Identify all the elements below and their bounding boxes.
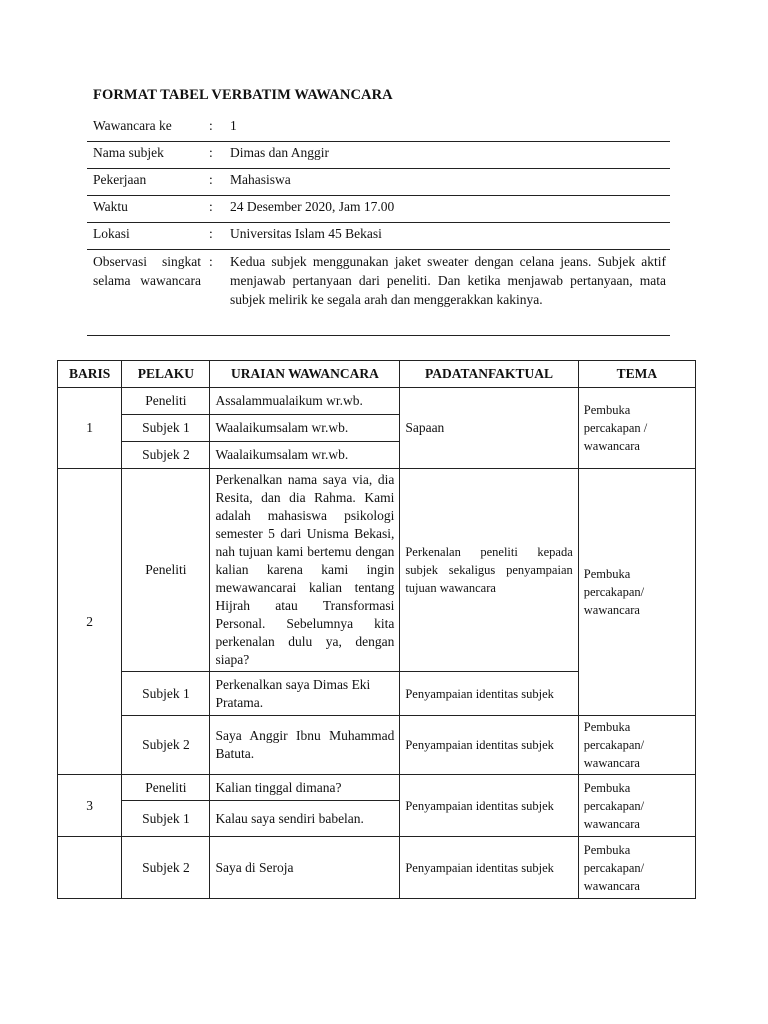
table-row	[58, 388, 696, 415]
cell-pelaku: Subjek 1	[122, 801, 210, 837]
cell-padatan: Sapaan	[400, 388, 578, 469]
header-padatan: PADATANFAKTUAL	[400, 361, 578, 388]
cell-pelaku: Subjek 2	[122, 837, 210, 899]
cell-pelaku: Peneliti	[122, 388, 210, 415]
cell-uraian: Saya Anggir Ibnu Muhammad Batuta.	[210, 716, 400, 775]
cell-uraian: Saya di Seroja	[210, 837, 400, 899]
info-value: Dimas dan Anggir	[230, 145, 329, 160]
cell-padatan: Perkenalan peneliti kepada subjek sekaligus penyampaian tujuan wawancara	[400, 469, 578, 672]
cell-pelaku: Peneliti	[122, 469, 210, 672]
cell-tema: Pembuka percakapan/ wawancara	[578, 716, 695, 775]
info-value: 24 Desember 2020, Jam 17.00	[230, 199, 395, 214]
header-pelaku: PELAKU	[122, 361, 210, 388]
cell-uraian: Perkenalkan saya Dimas Eki Pratama.	[210, 672, 400, 716]
info-label: Nama subjek	[93, 145, 164, 160]
info-colon: :	[209, 172, 213, 187]
info-value: Mahasiswa	[230, 172, 291, 187]
cell-pelaku: Subjek 1	[122, 672, 210, 716]
info-row-subject-name	[87, 142, 670, 169]
cell-padatan: Penyampaian identitas subjek	[400, 672, 578, 716]
cell-pelaku: Subjek 2	[122, 442, 210, 469]
info-label: Wawancara ke	[93, 118, 172, 133]
cell-tema: Pembuka percakapan / wawancara	[578, 388, 695, 469]
cell-pelaku: Peneliti	[122, 775, 210, 801]
info-colon: :	[209, 199, 213, 214]
info-value: 1	[230, 118, 237, 133]
info-colon: :	[209, 226, 213, 241]
info-label: Lokasi	[93, 226, 130, 241]
cell-padatan: Penyampaian identitas subjek	[400, 716, 578, 775]
info-colon: :	[209, 254, 213, 269]
table-header-row	[58, 361, 696, 388]
cell-uraian: Kalau saya sendiri babelan.	[210, 801, 400, 837]
cell-baris: 2	[58, 469, 122, 775]
header-tema: TEMA	[578, 361, 695, 388]
info-label: Observasi singkat selama wawancara	[93, 254, 201, 288]
cell-tema: Pembuka percakapan/ wawancara	[578, 775, 695, 837]
table-row	[58, 716, 696, 775]
cell-baris: 1	[58, 388, 122, 469]
info-row-location	[87, 223, 670, 250]
cell-uraian: Waalaikumsalam wr.wb.	[210, 415, 400, 442]
table-row	[58, 775, 696, 801]
info-colon: :	[209, 118, 213, 133]
cell-padatan: Penyampaian identitas subjek	[400, 837, 578, 899]
cell-baris-empty	[58, 837, 122, 899]
cell-uraian: Waalaikumsalam wr.wb.	[210, 442, 400, 469]
table-row	[58, 837, 696, 899]
cell-uraian: Assalammualaikum wr.wb.	[210, 388, 400, 415]
verbatim-table	[57, 360, 696, 899]
cell-tema: Pembuka percakapan/ wawancara	[578, 469, 695, 716]
table-row	[58, 469, 696, 672]
info-colon: :	[209, 145, 213, 160]
info-row-observation	[87, 250, 670, 336]
cell-tema: Pembuka percakapan/ wawancara	[578, 837, 695, 899]
cell-pelaku: Subjek 1	[122, 415, 210, 442]
cell-baris: 3	[58, 775, 122, 837]
info-label: Pekerjaan	[93, 172, 147, 187]
document-title: FORMAT TABEL VERBATIM WAWANCARA	[93, 87, 393, 103]
header-baris: BARIS	[58, 361, 122, 388]
info-label: Waktu	[93, 199, 128, 214]
info-value: Kedua subjek menggunakan jaket sweater dengan celana jeans. Subjek aktif menjawab pertanyaan dari peneliti. Dan ketika menjawab pertanyaan, mata subjek melirik ke segala arah dan menggerakkan kakinya.	[230, 254, 666, 307]
cell-uraian: Kalian tinggal dimana?	[210, 775, 400, 801]
info-row-occupation	[87, 169, 670, 196]
info-value: Universitas Islam 45 Bekasi	[230, 226, 382, 241]
header-uraian: URAIAN WAWANCARA	[210, 361, 400, 388]
cell-padatan: Penyampaian identitas subjek	[400, 775, 578, 837]
info-row-time	[87, 196, 670, 223]
cell-pelaku: Subjek 2	[122, 716, 210, 775]
interview-info	[87, 113, 670, 336]
cell-uraian: Perkenalkan nama saya via, dia Resita, dan dia Rahma. Kami adalah mahasiswa psikologi semester 5 dari Unisma Bekasi, nah tujuan kami bertemu dengan kalian karena kami ingin mewawancarai kalian tentang Hijrah atau Transformasi Personal. Sebelumnya kita perkenalan dulu ya, dengan siapa?	[210, 469, 400, 672]
info-row-interview-number	[87, 113, 670, 142]
